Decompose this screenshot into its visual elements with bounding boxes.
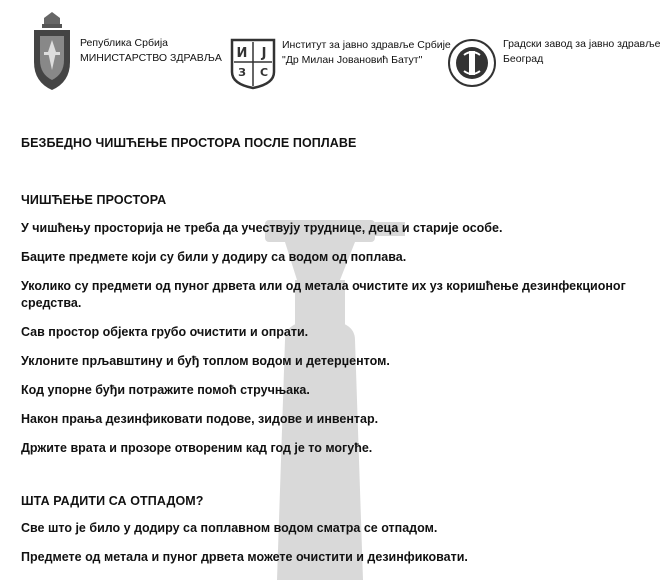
- institute-line1: Институт за јавно здравље Србије: [282, 39, 451, 51]
- document-title: БЕЗБЕДНО ЧИШЋЕЊЕ ПРОСТОРА ПОСЛЕ ПОПЛАВЕ: [21, 136, 357, 150]
- paragraph: Након прања дезинфиковати подове, зидове и инвентар.: [21, 412, 379, 426]
- paragraph: Сав простор објекта грубо очистити и опрати.: [21, 325, 309, 339]
- document-body: [21, 136, 651, 566]
- institute-text: [282, 38, 451, 68]
- section-heading-cleaning: ЧИШЋЕЊЕ ПРОСТОРА: [21, 193, 167, 207]
- city-institute-emblem-icon: [447, 37, 497, 89]
- institute-logo-letter-3: З: [238, 66, 246, 79]
- paragraph: Код упорне буђи потражите помоћ стручњака.: [21, 383, 310, 397]
- serbia-coat-of-arms-icon: [30, 12, 74, 92]
- city-institute-line1: Градски завод за јавно здравље: [503, 38, 661, 50]
- institute-line2: "Др Милан Јовановић Батут": [282, 54, 423, 66]
- paragraph: Држите врата и прозоре отвореним кад год је то могуће.: [21, 441, 373, 455]
- institute-logo-block: [230, 12, 451, 90]
- section-heading-waste: ШТА РАДИТИ СА ОТПАДОМ?: [21, 494, 204, 508]
- ministry-text: [80, 36, 222, 66]
- institute-shield-icon: [230, 38, 276, 90]
- institute-logo-letter-1: И: [236, 46, 248, 61]
- city-institute-text: [503, 37, 661, 67]
- ministry-line1: Република Србија: [80, 37, 169, 49]
- paragraph: Све што је било у додиру са поплавном водом сматра се отпадом.: [21, 521, 438, 535]
- city-institute-line2: Београд: [503, 53, 544, 65]
- paragraph: У чишћењу просторија не треба да учествују труднице, деца и старије особе.: [21, 221, 503, 235]
- paragraph: Уклоните прљавштину и буђ топлом водом и детерџентом.: [21, 354, 390, 368]
- paragraph: Предмете од метала и пуног дрвета можете очистити и дезинфиковати.: [21, 550, 468, 564]
- city-institute-logo-block: [447, 12, 661, 89]
- institute-logo-letter-2: Ј: [261, 46, 267, 61]
- header: [0, 0, 670, 100]
- ministry-line2: МИНИСТАРСТВО ЗДРАВЉА: [80, 52, 222, 64]
- paragraph: Уколико су предмети од пуног дрвета или од метала очистите их уз коришћење дезинфекционог средства.: [21, 279, 626, 310]
- paragraph: Баците предмете који су били у додиру са водом од поплава.: [21, 250, 407, 264]
- ministry-logo-block: [30, 12, 222, 92]
- institute-logo-letter-4: С: [259, 66, 269, 79]
